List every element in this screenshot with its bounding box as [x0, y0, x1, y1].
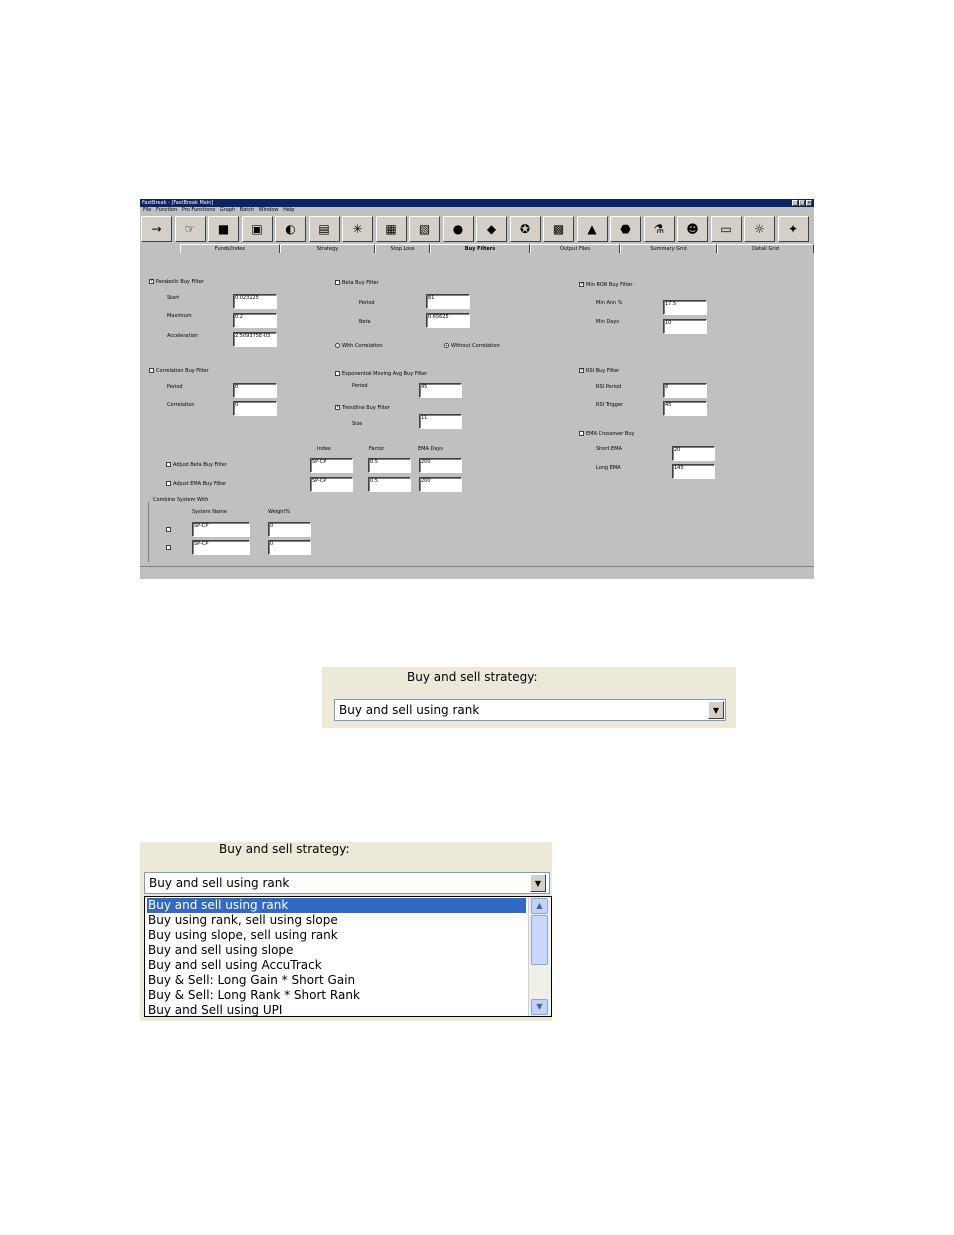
combine-row1-name-input[interactable]: SP-CP — [192, 522, 250, 537]
ema-filter-label: Exponential Moving Avg Buy Filter — [342, 371, 428, 377]
minror-ann-input[interactable]: 17.5 — [663, 300, 707, 315]
chart-icon: ▧ — [418, 222, 431, 236]
arrow-icon: → — [151, 222, 162, 236]
toolbar-button[interactable] — [711, 216, 742, 242]
strategy-select-expanded[interactable]: Buy and sell using rank — [144, 872, 550, 894]
menu-help[interactable]: Help — [283, 207, 295, 213]
toolbar-button[interactable] — [744, 216, 775, 242]
hand-icon: ☞ — [184, 222, 196, 236]
parabolic-start-input[interactable]: 0.023125 — [233, 294, 277, 309]
scroll-thumb[interactable] — [531, 915, 548, 965]
adjust-ema-days-input[interactable]: 200 — [419, 477, 462, 492]
toolbar-button[interactable] — [577, 216, 608, 242]
ema-long-label: Long EMA — [596, 465, 621, 471]
strategy-options-list — [144, 896, 552, 1017]
strategy-option[interactable]: Buy and Sell using UPI — [148, 1003, 283, 1017]
chevron-down-icon[interactable]: ▼ — [708, 701, 724, 719]
beta-period-label: Period — [359, 300, 375, 306]
adjust-ema-label: Adjust EMA Buy Filter — [173, 481, 227, 487]
beta-label: Beta Buy Filter — [342, 280, 379, 286]
menu-bar — [140, 207, 814, 214]
combine-group-border — [148, 502, 149, 562]
gear-icon: ✪ — [519, 222, 531, 236]
adjust-col-factor: Factor — [369, 446, 385, 452]
parabolic-label: Parabolic Buy Filter — [156, 279, 204, 285]
correlation-period-label: Period — [167, 384, 183, 390]
adjust-beta-days-input[interactable]: 200 — [419, 458, 462, 473]
parabolic-accel-label: Acceleration — [167, 333, 199, 339]
parabolic-start-label: Start — [167, 295, 180, 301]
trendline-size-label: Size — [352, 421, 363, 427]
bar-chart-icon: ▲ — [587, 222, 597, 236]
toolbar-button[interactable] — [342, 216, 373, 242]
adjust-col-index: Index — [317, 446, 331, 452]
toolbar-button[interactable] — [644, 216, 675, 242]
minror-ann-label: Min Ann % — [596, 300, 623, 306]
toolbar-button[interactable] — [610, 216, 641, 242]
monitor-icon: ▭ — [720, 222, 732, 236]
minror-days-label: Min Days — [596, 319, 619, 325]
fastbreak-window — [140, 199, 814, 579]
strategy-option[interactable]: Buy and sell using slope — [148, 943, 294, 957]
tab-funds-index[interactable]: Funds/Index — [180, 244, 280, 253]
ema-crossover-checkbox[interactable] — [579, 431, 584, 436]
rsi-period-label: RSI Period — [596, 384, 622, 390]
document-icon: ▤ — [318, 222, 330, 236]
toolbar-button[interactable] — [543, 216, 574, 242]
scroll-up-icon[interactable]: ▲ — [531, 898, 548, 914]
strategy-option[interactable]: Buy and sell using rank — [147, 898, 526, 913]
title-bar — [140, 199, 814, 207]
with-correlation-radio[interactable] — [335, 343, 340, 348]
minror-checkbox[interactable]: ✓ — [580, 281, 585, 287]
ema-short-input[interactable]: 20 — [672, 446, 715, 461]
parabolic-max-input[interactable]: 0.2 — [233, 313, 277, 328]
tab-summary-grid[interactable]: Summary Grid — [620, 244, 717, 253]
window-title: FastBreak - [FastBreak Main] — [142, 200, 214, 206]
combine-row1-weight-input[interactable]: 0 — [268, 522, 311, 537]
strategy-option[interactable]: Buy & Sell: Long Gain * Short Gain — [148, 973, 356, 987]
ema-filter-checkbox[interactable] — [335, 371, 340, 376]
diamond-icon: ◆ — [486, 222, 497, 236]
save-icon: ■ — [217, 222, 230, 236]
grid-icon: ▦ — [385, 222, 397, 236]
correlation-corr-label: Correlation — [167, 402, 195, 408]
ema-filter-period-label: Period — [352, 383, 368, 389]
palette-icon: ● — [452, 222, 464, 236]
strategy-option[interactable]: Buy using slope, sell using rank — [148, 928, 338, 942]
stop-icon: ⬣ — [620, 222, 631, 236]
trendline-size-input[interactable]: 11 — [419, 414, 462, 429]
rsi-trigger-label: RSI Trigger — [596, 402, 623, 408]
menu-file[interactable]: File — [143, 207, 152, 213]
sparkle-icon: ⚗ — [653, 222, 665, 236]
combine-label: Combine System With — [153, 497, 209, 503]
correlation-corr-input[interactable]: 0 — [233, 401, 277, 416]
combine-col-name: System Name — [192, 509, 227, 515]
rsi-trigger-input[interactable]: 45 — [663, 401, 707, 416]
without-correlation-label: Without Correlation — [451, 343, 500, 349]
parabolic-max-label: Maximum — [167, 313, 192, 319]
tab-buy-filters[interactable]: Buy Filters — [430, 244, 530, 253]
maximize-button[interactable]: □ — [800, 200, 805, 206]
toolbar-button[interactable] — [309, 216, 340, 242]
toolbar-button[interactable] — [376, 216, 407, 242]
status-bar — [140, 566, 814, 579]
scroll-down-icon[interactable]: ▼ — [531, 999, 548, 1015]
toolbar-button[interactable] — [443, 216, 474, 242]
strategy-option[interactable]: Buy & Sell: Long Rank * Short Rank — [148, 988, 360, 1002]
parabolic-checkbox[interactable]: ✓ — [150, 278, 155, 284]
ema-filter-period-input[interactable]: 95 — [419, 383, 462, 398]
toolbar-button[interactable] — [677, 216, 708, 242]
toolbar-button[interactable] — [141, 216, 172, 242]
bulb-icon: ☼ — [754, 222, 765, 236]
toolbar-button[interactable] — [778, 216, 809, 242]
toolbar-button[interactable] — [409, 216, 440, 242]
tab-strip — [140, 244, 814, 253]
minimize-button[interactable]: _ — [793, 200, 797, 206]
adjust-beta-label: Adjust Beta Buy Filter — [173, 462, 227, 468]
people-icon: ☻ — [686, 222, 699, 236]
strategy-option[interactable]: Buy using rank, sell using slope — [148, 913, 338, 927]
toolbar-button[interactable] — [275, 216, 306, 242]
menu-pro-functions[interactable]: Pro Functions — [181, 207, 216, 213]
strategy-label-expanded: Buy and sell strategy: — [219, 842, 350, 856]
menu-function[interactable]: Function — [155, 207, 178, 213]
toolbar-button[interactable] — [510, 216, 541, 242]
toolbar-button[interactable] — [208, 216, 239, 242]
checkerboard-icon: ▩ — [552, 222, 565, 236]
tab-output-files[interactable]: Output Files — [530, 244, 620, 253]
picture-icon: ▣ — [251, 222, 263, 236]
menu-batch[interactable]: Batch — [239, 207, 255, 213]
minror-days-input[interactable]: 10 — [663, 319, 707, 334]
toolbar-button[interactable] — [242, 216, 273, 242]
beta-checkbox[interactable] — [335, 280, 340, 285]
minror-label: Min ROR Buy Filter — [586, 282, 633, 288]
combine-row2-weight-input[interactable]: 0 — [268, 540, 311, 555]
tab-detail-grid[interactable]: Detail Grid — [717, 244, 814, 253]
combine-row2-checkbox[interactable] — [166, 545, 171, 550]
toolbar-button[interactable] — [476, 216, 507, 242]
combine-row1-checkbox[interactable] — [166, 527, 171, 532]
adjust-beta-factor-input[interactable]: 0.5 — [368, 458, 411, 473]
options-scrollbar[interactable] — [528, 897, 551, 1016]
correlation-label: Correlation Buy Filter — [156, 368, 209, 374]
beta-period-input[interactable]: 81 — [426, 294, 470, 309]
combine-row2-name-input[interactable]: SP-CP — [192, 540, 250, 555]
leaf-icon: ◐ — [285, 222, 296, 236]
adjust-beta-checkbox[interactable] — [166, 462, 171, 467]
ema-long-input[interactable]: 145 — [672, 464, 715, 479]
rsi-period-input[interactable]: 8 — [663, 383, 707, 398]
without-correlation-radio[interactable] — [444, 343, 449, 348]
toolbar — [140, 215, 814, 243]
strategy-select[interactable]: Buy and sell using rank — [334, 699, 726, 721]
adjust-beta-index-input[interactable]: SP-CP — [310, 458, 353, 473]
menu-graph[interactable]: Graph — [219, 207, 236, 213]
adjust-ema-checkbox[interactable] — [166, 481, 171, 486]
rsi-checkbox[interactable]: ✓ — [580, 367, 585, 373]
beta-beta-label: Beta — [359, 319, 371, 325]
strategy-combo-expanded-panel — [140, 842, 552, 1021]
close-button[interactable]: × — [807, 200, 812, 206]
toolbar-button[interactable] — [175, 216, 206, 242]
chevron-down-icon[interactable]: ▼ — [530, 874, 546, 892]
correlation-period-input[interactable]: 0 — [233, 383, 277, 398]
strategy-option[interactable]: Buy and sell using AccuTrack — [148, 958, 322, 972]
menu-window[interactable]: Window — [258, 207, 279, 213]
adjust-ema-factor-input[interactable]: 0.5 — [368, 477, 411, 492]
chip-icon: ✳ — [352, 222, 363, 236]
correlation-checkbox[interactable] — [149, 368, 154, 373]
strategy-label: Buy and sell strategy: — [407, 670, 538, 684]
ema-crossover-label: EMA Crossover Buy — [586, 431, 635, 437]
tab-strategy[interactable]: Strategy — [280, 244, 375, 253]
adjust-ema-index-input[interactable]: SP-CP — [310, 477, 353, 492]
tab-stop-loss[interactable]: Stop Loss — [375, 244, 430, 253]
with-correlation-label: With Correlation — [342, 343, 383, 349]
beta-beta-input[interactable]: 0.65625 — [426, 313, 470, 328]
trendline-checkbox[interactable]: ✓ — [336, 404, 341, 410]
strategy-combo-panel — [322, 667, 736, 728]
ema-short-label: Short EMA — [596, 446, 622, 452]
trendline-label: Trendline Buy Filter — [342, 405, 390, 411]
rsi-label: RSI Buy Filter — [586, 368, 620, 374]
adjust-col-days: EMA Days — [418, 446, 443, 452]
parabolic-accel-input[interactable]: 2.509375E-03 — [233, 332, 277, 347]
combine-col-weight: Weight% — [268, 509, 291, 515]
exit-icon: ✦ — [787, 222, 799, 236]
